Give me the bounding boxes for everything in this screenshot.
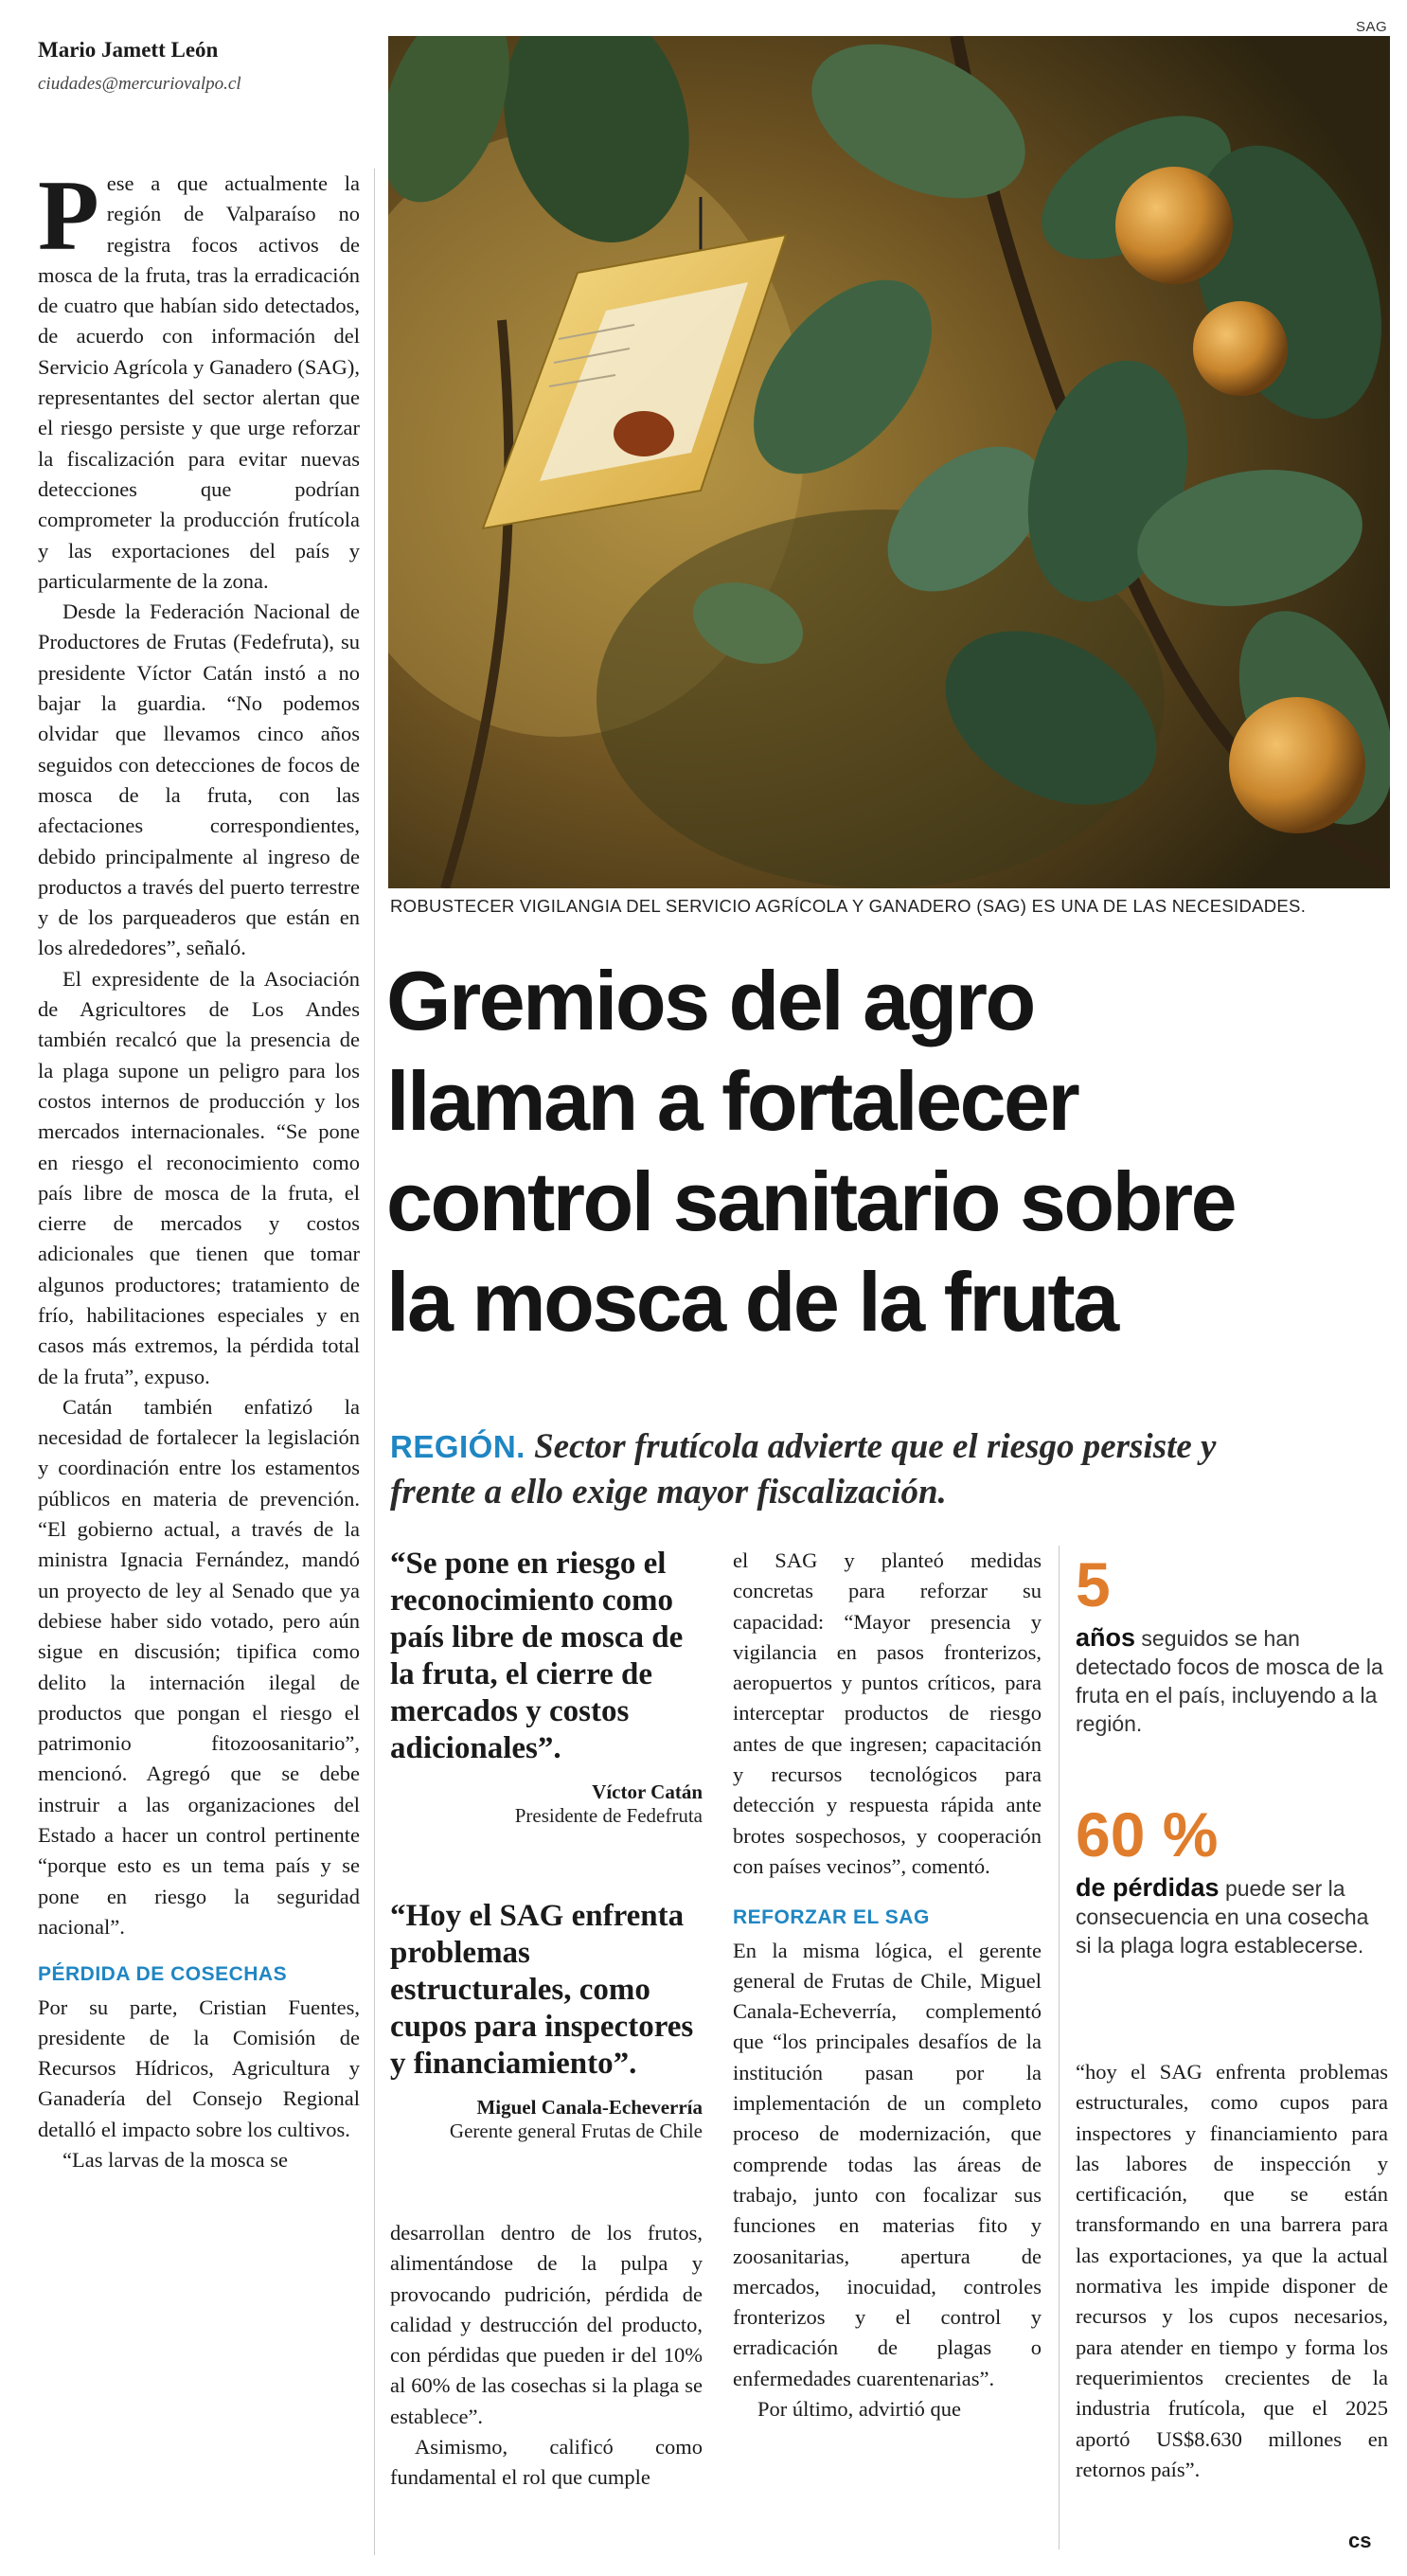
lead-line-2: frente a ello exige mayor fiscalización. [390,1473,947,1512]
end-mark: cs [1348,2529,1372,2552]
col1-paragraph-3: El expresidente de la Asociación de Agricultores de Los Andes también recalcó que la presencia de la plaga supone un peligro para los costos internos de producción y los mercados internacionales. “Se pone en riesgo el reconocimiento como país libre de mosca de la fruta, el cierre de mercados y costos adicionales que tienen que tomar algunos productores; tratamiento de frío, habilitaciones especiales y en casos más extremos, la pérdida total de la fruta”, expuso. [38,966,360,1388]
photo-credit: SAG [1356,19,1388,35]
stat-box-1 [1076,1549,1388,1738]
stat-1-text: seguidos se han detectado focos de mosca de la fruta en el país, incluyendo a la región. [1076,1626,1383,1736]
stat-2-strong: de pérdidas [1076,1873,1220,1902]
stat-2-text: puede ser la consecuencia en una cosecha si la plaga logra establecerse. [1076,1876,1369,1958]
subhead-reforzar: REFORZAR EL SAG [733,1906,930,1929]
photo-caption: ROBUSTECER VIGILANGIA DEL SERVICIO AGRÍCOLA Y GANADERO (SAG) ES UNA DE LAS NECESIDADES. [390,896,1307,916]
headline-line-4: la mosca de la fruta [386,1255,1117,1349]
column-1 [38,160,360,2175]
headline-line-1: Gremios del agro [386,954,1034,1047]
stat-2-number: 60 % [1076,1799,1219,1869]
headline [386,951,1399,1352]
lead-tag: REGIÓN. [390,1429,525,1464]
pull-quote-1 [390,1546,703,1828]
col3-paragraph-3: Por último, advirtió que [757,2397,961,2422]
author-name: Mario Jamett León [38,38,219,62]
col1-paragraph-2: Desde la Federación Nacional de Productores de Frutas (Fedefruta), su presidente Víctor Catán instó a no bajar la guardia. “No podemos olvidar que llevamos cinco años seguidos con detecciones de focos de mosca de la fruta, con las afectaciones correspondientes, debido principalmente al ingreso de productos a través del puerto terrestre y de los parqueaderos que están en los alrededores”, señaló. [38,599,360,960]
stat-1-number: 5 [1076,1549,1111,1619]
author-email: ciudades@mercuriovalpo.cl [38,74,241,94]
col1-paragraph-4: Catán también enfatizó la necesidad de fortalecer la legislación y coordinación entre los estamentos públicos en materia de prevención. “El gobierno actual, a través de la ministra Ignacia Fernández, mandó un proyecto de ley al Senado que ya debiese haber sido votado, pero aún sigue en discusión; tipifica como delito la internación ilegal de productos que pongan el riesgo el patrimonio fitozoosanitario”, mencionó. Agregó que se debe instruir a las organizaciones del Estado a hacer un control pertinente “porque esto es un tema país y se pone en riesgo la seguridad nacional”. [38,1394,360,1939]
col1-paragraph-1: ese a que actualmente la región de Valparaíso no registra focos activos de mosca de la fruta, tras la erradicación de cuatro que habían sido detectados, de acuerdo con información del Servicio Agrícola y Ganadero (SAG), representantes del sector alertan que el riesgo persiste y que urge reforzar la fiscalización para evitar nuevas detecciones que podrían comprometer la producción frutícola y las exportaciones del país y particularmente de la zona. [38,171,360,593]
quote-1-role: Presidente de Fedefruta [514,1804,703,1827]
dropcap: P [38,160,99,271]
column-rule-3 [1059,1546,1060,2549]
quote-2-role: Gerente general Frutas de Chile [449,2120,703,2142]
col3-paragraph-1: el SAG y planteó medidas concretas para reforzar su capacidad: “Mayor presencia y vigilancia en pasos fronterizos, aeropuertos y puntos críticos, para interceptar productos de riesgo antes de que ingresen; capacitación y recursos tecnológicos para detección y respuesta rápida ante brotes sospechosos, y cooperación con países vecinos”, comentó. [733,1548,1042,1878]
column-rule-1 [374,169,375,2555]
column-4 [1076,2057,1388,2485]
lead [390,1424,1394,1515]
stat-box-2 [1076,1799,1388,1959]
quote-1-text: “Se pone en riesgo el reconocimiento como país libre de mosca de la fruta, el cierre de mercados y costos adicionales”. [390,1547,684,1765]
col1-paragraph-5: Por su parte, Cristian Fuentes, presidente de la Comisión de Recursos Hídricos, Agricultura y Ganadería del Consejo Regional detalló el impacto sobre los cultivos. [38,1995,360,2141]
col4-paragraph-1: “hoy el SAG enfrenta problemas estructurales, como cupos para inspectores y financiamiento para las labores de inspección y certificación, que se están transformando en una barrera para las exportaciones, ya que la actual normativa les impide disponer de recursos y los cupos necesarios, para atender en tiempo y forma los requerimientos crecientes de la industria frutícola, que el 2025 aportó US$8.630 millones en retornos país”. [1076,2060,1388,2481]
column-2 [390,2218,703,2494]
quote-2-text: “Hoy el SAG enfrenta problemas estructurales, como cupos para inspectores y financiamiento”. [390,1899,694,2081]
col1-paragraph-6: “Las larvas de la mosca se [62,2148,289,2172]
quote-2-author: Miguel Canala-Echeverría [476,2096,703,2119]
headline-line-3: control sanitario sobre [386,1154,1236,1248]
col2-paragraph-2: Asimismo, calificó como fundamental el rol que cumple [390,2435,703,2490]
col2-paragraph-1: desarrollan dentro de los frutos, alimentándose de la pulpa y provocando pudrición, pérdida de calidad y destrucción del producto, con pérdidas que pueden ir del 10% al 60% de las cosechas si la plaga se establece”. [390,2221,703,2428]
stat-1-strong: años [1076,1623,1136,1652]
column-3 [733,1546,1042,2424]
col3-paragraph-2: En la misma lógica, el gerente general de Frutas de Chile, Miguel Canala-Echeverría, complementó que “los principales desafíos de la institución pasan por la implementación de un completo proceso de modernización, que comprende todas las áreas de trabajo, junto con focalizar sus funciones en materias fito y zoosanitarias, apertura de mercados, inocuidad, controles fronterizos y el control y erradicación de plagas o enfermedades cuarentenarias”. [733,1938,1042,2390]
article-photo [388,36,1390,888]
subhead-perdida: PÉRDIDA DE COSECHAS [38,1963,288,1986]
pull-quote-2 [390,1898,703,2143]
lead-line-1: Sector frutícola advierte que el riesgo persiste y [534,1427,1217,1466]
quote-1-author: Víctor Catán [592,1780,703,1803]
headline-line-2: llaman a fortalecer [386,1054,1078,1148]
fruit-tree-trap-illustration [388,36,1390,888]
